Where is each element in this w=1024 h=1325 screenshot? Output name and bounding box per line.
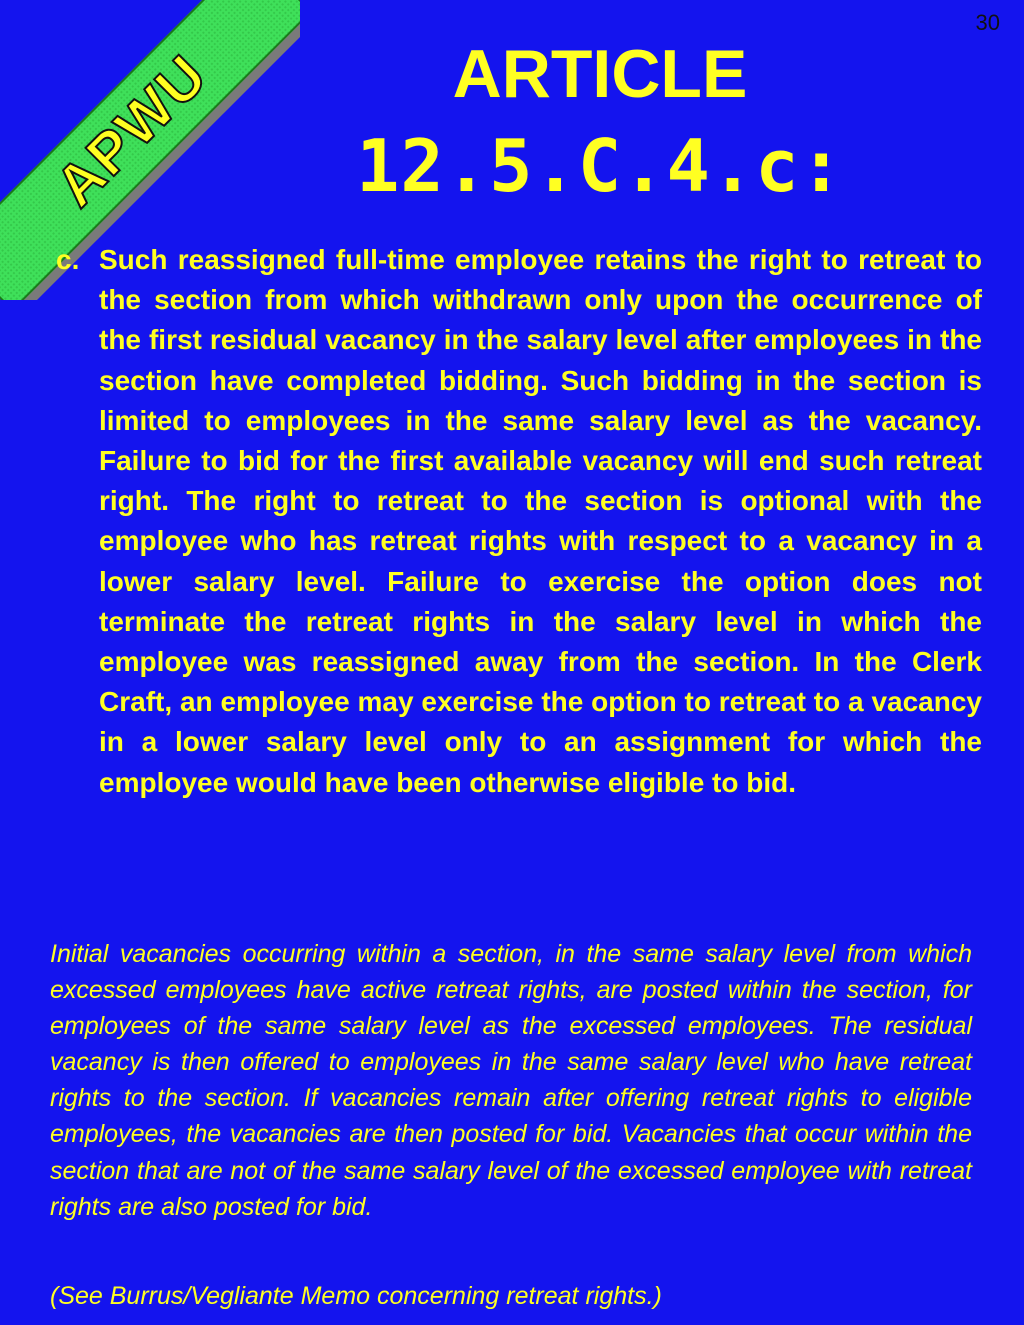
memo-reference: (See Burrus/Vegliante Memo concerning retreat rights.) xyxy=(50,1282,662,1310)
page-title-article: ARTICLE xyxy=(452,36,748,112)
page-title-section-number: 12.5.C.4.c: xyxy=(356,124,844,208)
clause-marker: c. xyxy=(56,244,80,275)
contract-clause-paragraph xyxy=(56,240,982,803)
apwu-logo-text: APWU xyxy=(43,42,221,220)
page-number: 30 xyxy=(975,10,1000,35)
explanatory-note-paragraph: Initial vacancies occurring within a section, in the same salary level from which excessed employees have active retreat rights, are posted within the section, for employees of the same salary level as the excessed employees. The residual vacancy is then offered to employees in the same salary level who have retreat rights to the section. If vacancies remain after offering retreat rights to eligible employees, the vacancies are then posted for bid. Vacancies that occur within the section that are not of the same salary level of the excessed employee with retreat rights are also posted for bid. xyxy=(50,940,972,1221)
clause-text: Such reassigned full-time employee retains the right to retreat to the section from which withdrawn only upon the occurrence of the first residual vacancy in the salary level after employees in the section have completed bidding. Such bidding in the section is limited to employees in the same salary level as the vacancy. Failure to bid for the first available vacancy will end such retreat right. The right to retreat to the section is optional with the employee who has retreat rights with respect to a vacancy in a lower salary level. Failure to exercise the option does not terminate the retreat rights in the salary level in which the employee was reassigned away from the section. In the Clerk Craft, an employee may exercise the option to retreat to a vacancy in a lower salary level only to an assignment for which the employee would have been otherwise eligible to bid. xyxy=(99,244,982,798)
